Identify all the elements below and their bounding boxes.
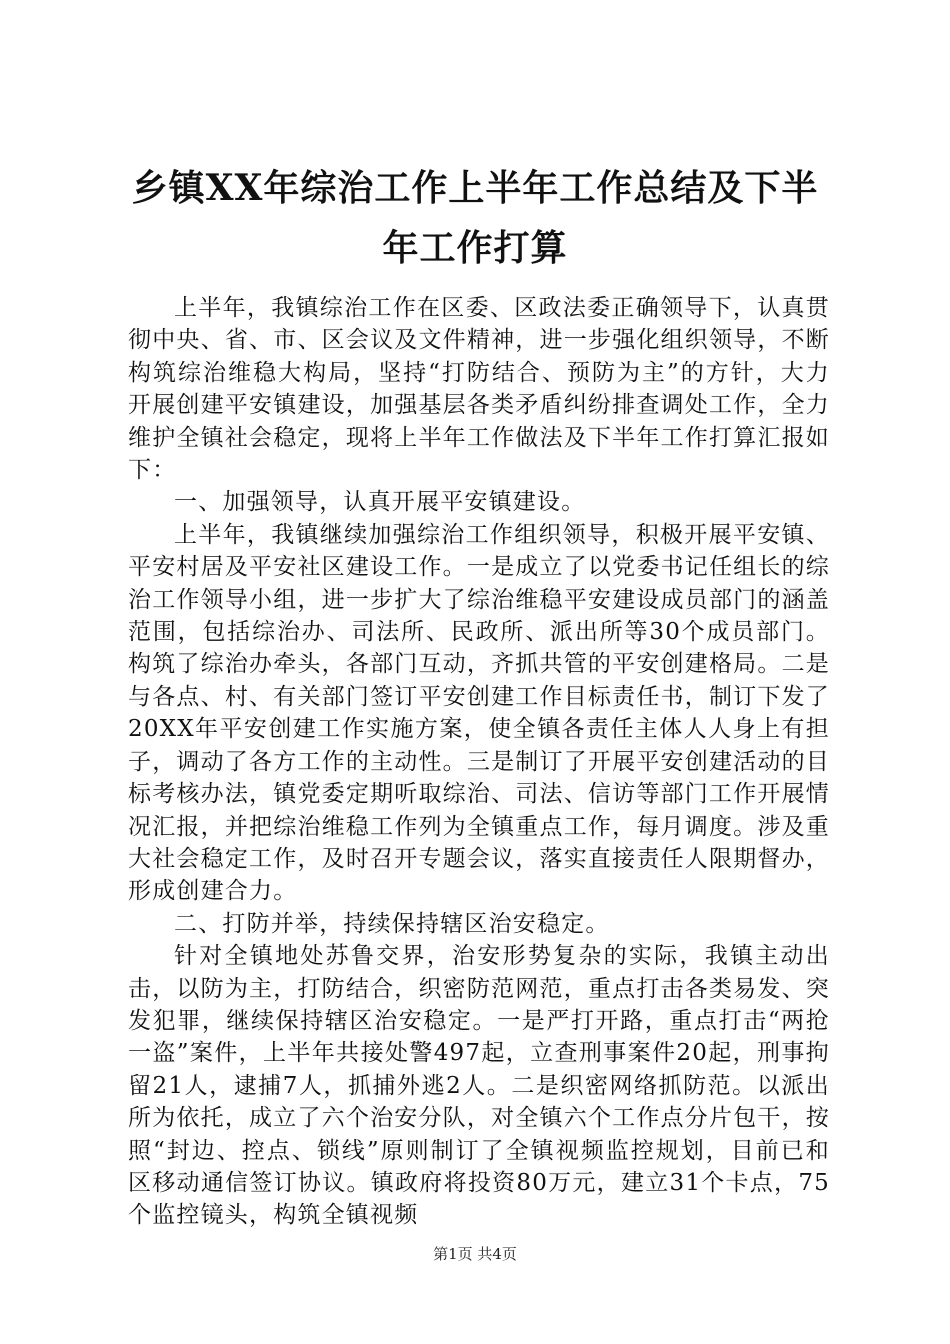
page-number-footer: 第1页 共4页: [433, 1245, 517, 1263]
section-heading-2: 二、打防并举，持续保持辖区治安稳定。: [174, 910, 610, 937]
section-heading-1: 一、加强领导，认真开展平安镇建设。: [174, 489, 586, 516]
document-title: 乡镇XX年综治工作上半年工作总结及下半年工作打算: [131, 167, 819, 269]
paragraph-section-1: 上半年，我镇继续加强综治工作组织领导，积极开展平安镇、平安村居及平安社区建设工作。一是成立了以党委书记任组长的综治工作领导小组，进一步扩大了综治维稳平安建设成员部门的涵盖范围，包括综治办、司法所、民政所、派出所等30个成员部门。构筑了综治办牵头，各部门互动，齐抓共管的平安创建格局。二是与各点、村、有关部门签订平安创建工作目标责任书，制订下发了20XX年平安创建工作实施方案，使全镇各责任主体人人身上有担子，调动了各方工作的主动性。三是制订了开展平安创建活动的目标考核办法，镇党委定期听取综治、司法、信访等部门工作开展情况汇报，并把综治维稳工作列为全镇重点工作，每月调度。涉及重大社会稳定工作，及时召开专题会议，落实直接责任人限期督办，形成创建合力。: [128, 521, 830, 905]
paragraph-intro: 上半年，我镇综治工作在区委、区政法委正确领导下，认真贯彻中央、省、市、区会议及文件精神，进一步强化组织领导，不断构筑综治维稳大构局，坚持“打防结合、预防为主”的方针，大力开展创建平安镇建设，加强基层各类矛盾纠纷排查调处工作，全力维护全镇社会稳定，现将上半年工作做法及下半年工作打算汇报如下：: [128, 295, 830, 484]
paragraph-section-2: 针对全镇地处苏鲁交界，治安形势复杂的实际，我镇主动出击，以防为主，打防结合，织密防范网范，重点打击各类易发、突发犯罪，继续保持辖区治安稳定。一是严打开路，重点打击“两抢一盗”案件，上半年共接处警497起，立查刑事案件20起，刑事拘留21人，逮捕7人，抓捕外逃2人。二是织密网络抓防范。以派出所为依托，成立了六个治安分队，对全镇六个工作点分片包干，按照“封边、控点、锁线”原则制订了全镇视频监控规划，目前已和区移动通信签订协议。镇政府将投资80万元，建立31个卡点，75个监控镜头，构筑全镇视频: [128, 943, 830, 1229]
document-body: [128, 292, 830, 1232]
